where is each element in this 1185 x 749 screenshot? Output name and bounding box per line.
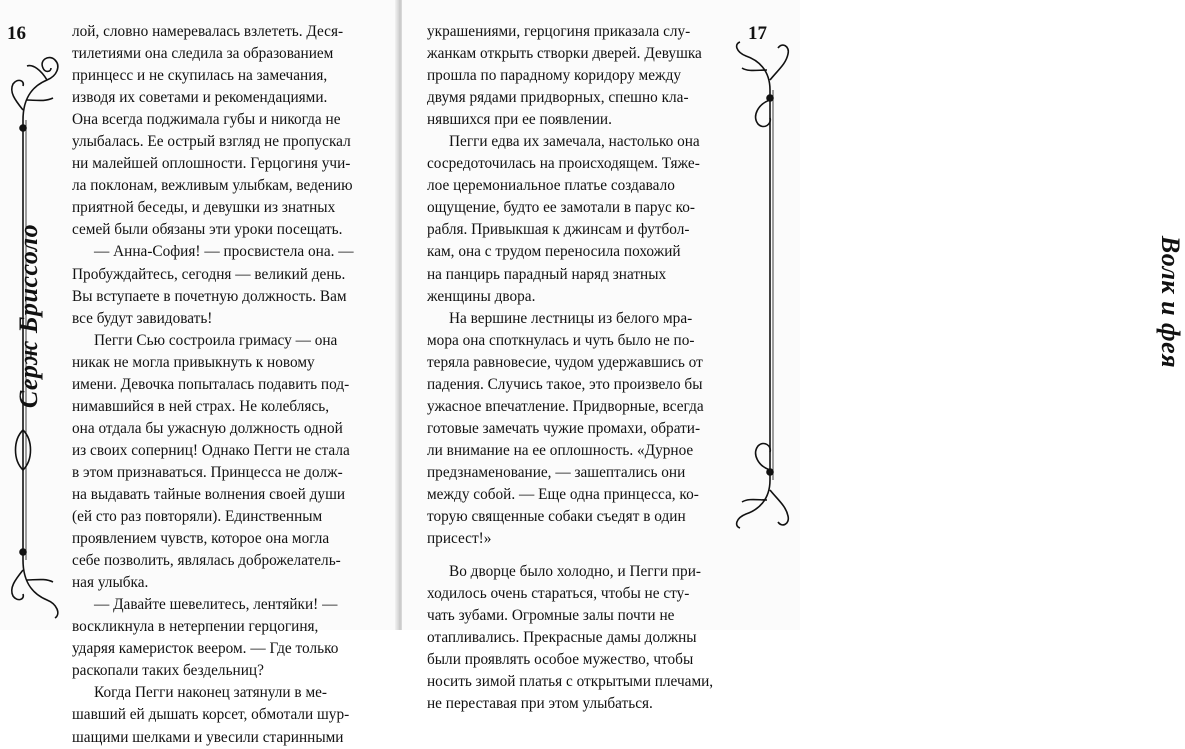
text-line: лое церемониальное платье создавало bbox=[427, 177, 675, 195]
text-line: отапливались. Прекрасные дамы должны bbox=[427, 629, 697, 647]
right-text-block bbox=[427, 21, 732, 715]
text-line: Вы вступаете в почетную должность. Вам bbox=[72, 287, 347, 305]
text-line: в этом признаваться. Принцесса не долж- bbox=[72, 463, 343, 481]
text-line: мора она споткнулась и чуть было не по- bbox=[427, 331, 695, 349]
text-line: улыбалась. Ее острый взгляд не пропускал bbox=[72, 133, 351, 151]
text-line: — Анна-София! — просвистела она. — bbox=[94, 243, 354, 261]
text-line: падения. Случись такое, это произвело бы bbox=[427, 375, 703, 393]
text-line: сосредоточилась на происходящем. Тяже- bbox=[427, 155, 700, 173]
text-line: ла поклонам, вежливым улыбкам, ведению bbox=[72, 177, 353, 195]
text-line: Пробуждайтесь, сегодня — великий день. bbox=[72, 265, 346, 283]
text-line: присест!» bbox=[427, 530, 492, 548]
left-text-block bbox=[72, 21, 372, 749]
text-line: из своих соперниц! Однако Пегги не стала bbox=[72, 441, 350, 459]
text-line: никак не могла привыкнуть к новому bbox=[72, 353, 315, 371]
text-line: проявлением чувств, которое она могла bbox=[72, 530, 330, 548]
text-line: ни малейшей оплошности. Герцогиня учи- bbox=[72, 155, 351, 173]
right-page bbox=[402, 0, 1185, 713]
text-line: лой, словно намеревалась взлететь. Деся- bbox=[72, 23, 344, 40]
text-line: носить зимой платья с открытыми плечами, bbox=[427, 673, 714, 691]
text-line: раскопали таких бездельниц? bbox=[72, 662, 264, 680]
text-line: Пегги Сью состроила гримасу — она bbox=[94, 331, 338, 349]
text-line: теряла равновесие, чудом удержавшись от bbox=[427, 353, 703, 371]
text-line: между собой. — Еще одна принцесса, ко- bbox=[427, 485, 699, 503]
text-line: кам, она с трудом переносила похожий bbox=[427, 243, 681, 261]
running-head-title: Волк и фея bbox=[1156, 235, 1185, 369]
page-number-right: 17 bbox=[748, 23, 767, 44]
text-line: ли внимание на ее оплошность. «Дурное bbox=[427, 441, 694, 459]
paragraph-gap bbox=[427, 550, 732, 561]
text-line: женщины двора. bbox=[427, 287, 536, 305]
text-line: ощущение, будто ее замотали в парус ко- bbox=[427, 199, 696, 217]
text-line: на выдавать тайные волнения своей души bbox=[72, 485, 346, 503]
text-line: жанкам открыть створки дверей. Девушка bbox=[427, 45, 702, 63]
text-line: изводя их советами и рекомендациями. bbox=[72, 89, 328, 107]
text-line: На вершине лестницы из белого мра- bbox=[449, 309, 693, 327]
text-line: — Давайте шевелитесь, лентяйки! — bbox=[94, 596, 338, 614]
text-line: ужасное впечатление. Придворные, всегда bbox=[427, 397, 704, 415]
text-line: ходилось очень стараться, чтобы не сту- bbox=[427, 585, 690, 603]
text-line: чать зубами. Огромные залы почти не bbox=[427, 607, 675, 625]
text-line: были проявлять особое мужество, чтобы bbox=[427, 651, 694, 669]
text-line: принцесс и не скупилась на замечания, bbox=[72, 67, 328, 85]
running-head-author: Серж Бриссоло bbox=[14, 223, 43, 409]
text-line: она отдала бы ужасную должность одной bbox=[72, 419, 343, 437]
left-page bbox=[0, 0, 398, 746]
text-line: не переставая при этом улыбаться. bbox=[427, 695, 653, 713]
text-line: Во дворце было холодно, и Пегги при- bbox=[449, 563, 701, 581]
text-line: нимавшийся в ней страх. Не колеблясь, bbox=[72, 397, 330, 415]
text-line: Она всегда поджимала губы и никогда не bbox=[72, 111, 341, 129]
right-border-ornament bbox=[732, 40, 794, 620]
page-number-left: 16 bbox=[7, 23, 26, 44]
text-line: семей были обязаны эти уроки посещать. bbox=[72, 221, 343, 239]
text-line: приятной беседы, и девушки из знатных bbox=[72, 199, 336, 217]
text-line: все будут завидовать! bbox=[72, 309, 213, 327]
text-line: (ей сто раз повторяли). Единственным bbox=[72, 508, 323, 526]
text-line: ная улыбка. bbox=[72, 574, 149, 592]
text-line: двумя рядами придворных, спешно кла- bbox=[427, 89, 689, 107]
text-line: рабля. Привыкшая к джинсам и футбол- bbox=[427, 221, 690, 239]
text-line: шавший ей дышать корсет, обмотали шур- bbox=[72, 706, 350, 724]
text-line: воскликнула в нетерпении герцогиня, bbox=[72, 618, 319, 636]
text-line: прошла по парадному коридору между bbox=[427, 67, 682, 85]
text-line: украшениями, герцогиня приказала слу- bbox=[427, 23, 691, 40]
text-line: тилетиями она следила за образованием bbox=[72, 45, 334, 63]
text-line: торую священные собаки съедят в один bbox=[427, 508, 686, 526]
text-line: Когда Пегги наконец затянули в ме- bbox=[94, 684, 328, 702]
text-line: себе позволить, являлась доброжелатель- bbox=[72, 552, 341, 570]
text-line: Пегги едва их замечала, настолько она bbox=[449, 133, 700, 151]
text-line: на панцирь парадный наряд знатных bbox=[427, 265, 667, 283]
text-line: нявшихся при ее появлении. bbox=[427, 111, 612, 129]
text-line: имени. Девочка попыталась подавить под- bbox=[72, 375, 350, 393]
text-line: шащими шелками и увесили старинными bbox=[72, 728, 344, 746]
text-line: готовые замечать чужие промахи, обрати- bbox=[427, 419, 701, 437]
text-line: ударяя камеристок веером. — Где только bbox=[72, 640, 339, 658]
text-line: предзнаменование, — зашептались они bbox=[427, 463, 686, 481]
